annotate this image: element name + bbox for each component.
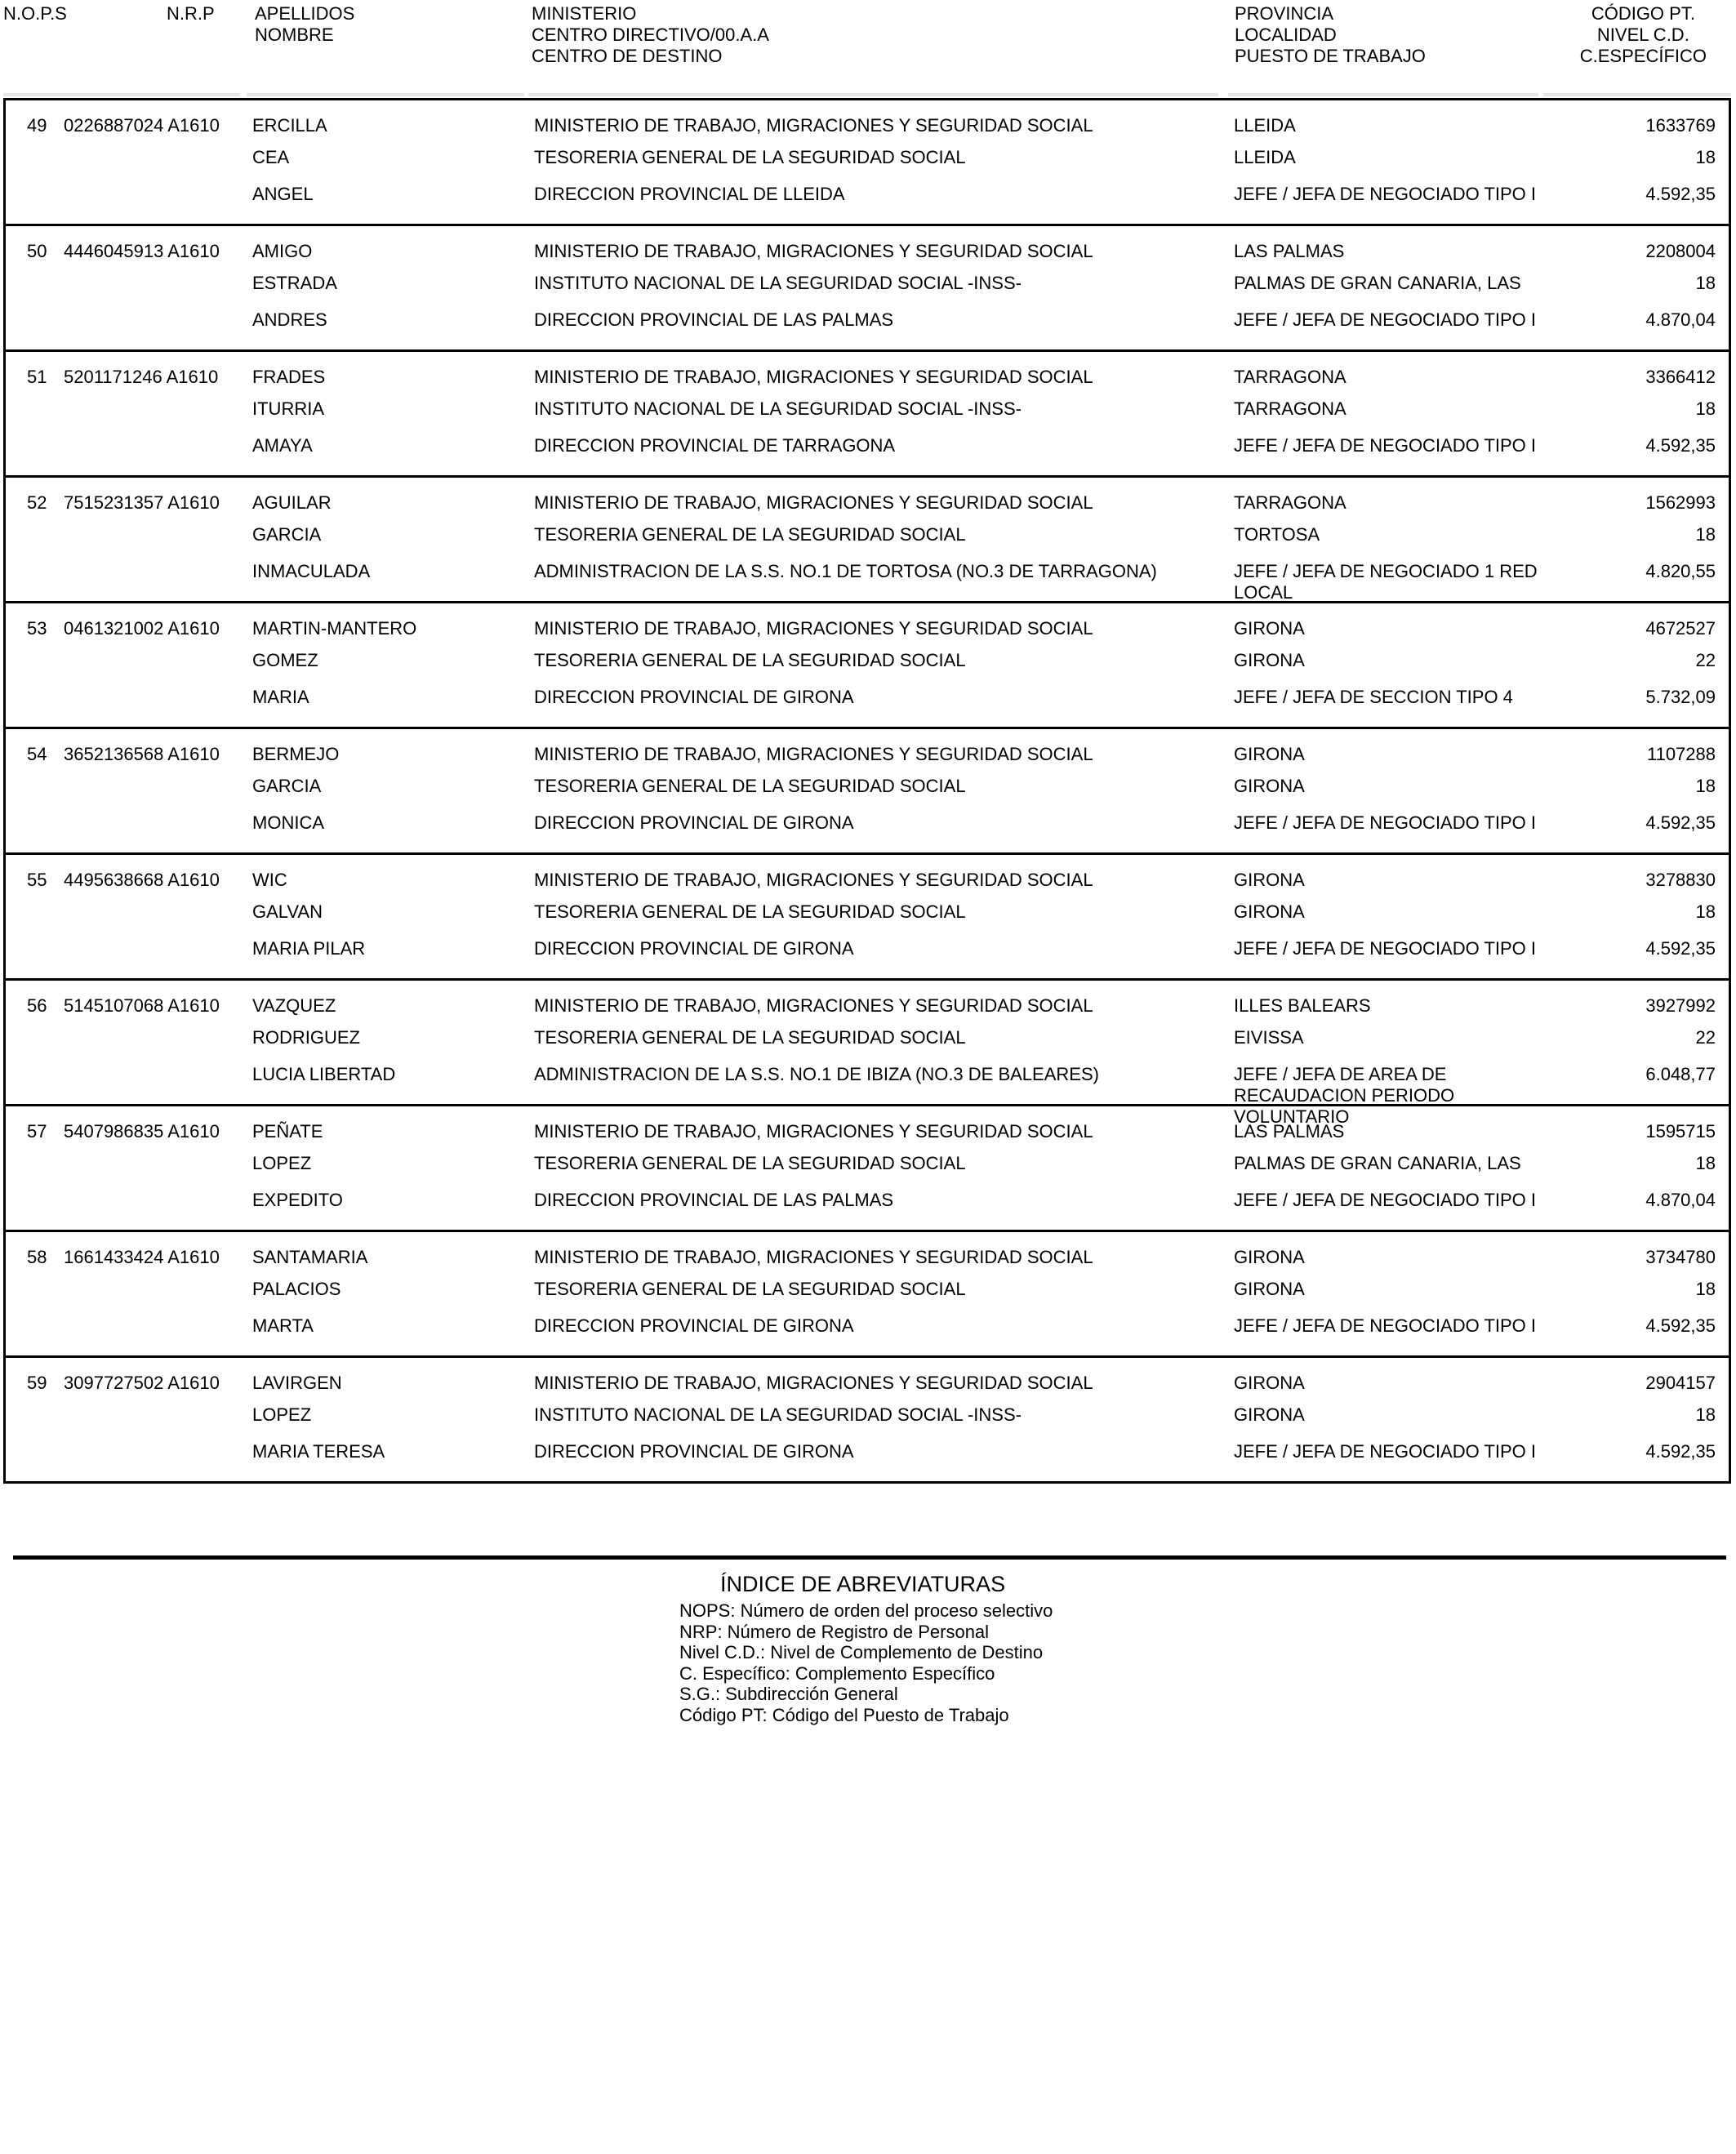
- record-number: 55: [27, 870, 47, 890]
- second-surname: LOPEZ: [252, 1153, 312, 1173]
- province: GIRONA: [1234, 618, 1305, 639]
- record-number: 56: [27, 995, 47, 1016]
- locality: TORTOSA: [1234, 524, 1320, 545]
- record-nrp: 4495638668 A1610: [64, 870, 220, 890]
- locality: GIRONA: [1234, 1279, 1305, 1299]
- record-number: 51: [27, 367, 47, 387]
- given-name: MONICA: [252, 812, 324, 833]
- second-surname: GALVAN: [252, 901, 323, 922]
- record-nrp: 4446045913 A1610: [64, 241, 220, 261]
- job-code: 3366412: [1645, 367, 1716, 387]
- job-code: 1107288: [1646, 744, 1716, 764]
- header-divider: [1543, 93, 1731, 96]
- locality: PALMAS DE GRAN CANARIA, LAS: [1234, 273, 1521, 293]
- header-nops: N.O.P.S: [3, 3, 67, 24]
- job-position: JEFE / JEFA DE NEGOCIADO TIPO I: [1234, 309, 1537, 330]
- first-surname: BERMEJO: [252, 744, 340, 764]
- header-apellidos: APELLIDOS NOMBRE: [255, 3, 355, 45]
- province: ILLES BALEARS: [1234, 995, 1371, 1016]
- locality: GIRONA: [1234, 650, 1305, 670]
- destination-center: DIRECCION PROVINCIAL DE GIRONA: [534, 1441, 854, 1462]
- job-code: 3278830: [1645, 870, 1716, 890]
- destination-center: ADMINISTRACION DE LA S.S. NO.1 DE TORTOSA (NO.3 DE TARRAGONA): [534, 561, 1157, 581]
- directive-center: TESORERIA GENERAL DE LA SEGURIDAD SOCIAL: [534, 147, 966, 167]
- second-surname: CEA: [252, 147, 290, 167]
- destination-level: 18: [1695, 776, 1716, 796]
- record-row: [3, 1355, 1731, 1484]
- job-code: 1595715: [1645, 1121, 1716, 1142]
- given-name: MARIA PILAR: [252, 938, 366, 959]
- record-row: [3, 1230, 1731, 1358]
- locality: PALMAS DE GRAN CANARIA, LAS: [1234, 1153, 1521, 1173]
- locality: LLEIDA: [1234, 147, 1296, 167]
- ministry: MINISTERIO DE TRABAJO, MIGRACIONES Y SEGURIDAD SOCIAL: [534, 870, 1093, 890]
- province: TARRAGONA: [1234, 367, 1347, 387]
- record-number: 57: [27, 1121, 47, 1142]
- ministry: MINISTERIO DE TRABAJO, MIGRACIONES Y SEGURIDAD SOCIAL: [534, 1121, 1093, 1142]
- record-number: 49: [27, 115, 47, 136]
- first-surname: FRADES: [252, 367, 326, 387]
- record-nrp: 0461321002 A1610: [64, 618, 220, 639]
- header-divider: [1228, 93, 1538, 96]
- record-number: 54: [27, 744, 47, 764]
- first-surname: LAVIRGEN: [252, 1373, 342, 1393]
- abbreviations-list: [679, 1600, 1053, 1726]
- specific-complement: 4.592,35: [1645, 435, 1716, 456]
- directive-center: INSTITUTO NACIONAL DE LA SEGURIDAD SOCIAL -INSS-: [534, 1404, 1022, 1425]
- header-nrp: N.R.P: [167, 3, 215, 24]
- record-row: [3, 98, 1731, 226]
- directive-center: TESORERIA GENERAL DE LA SEGURIDAD SOCIAL: [534, 901, 966, 922]
- province: LAS PALMAS: [1234, 241, 1345, 261]
- abbreviations-title: ÍNDICE DE ABREVIATURAS: [720, 1572, 1006, 1596]
- destination-level: 22: [1695, 650, 1716, 670]
- ministry: MINISTERIO DE TRABAJO, MIGRACIONES Y SEGURIDAD SOCIAL: [534, 1247, 1093, 1267]
- province: GIRONA: [1234, 744, 1305, 764]
- job-code: 1633769: [1645, 115, 1716, 136]
- specific-complement: 4.870,04: [1645, 309, 1716, 330]
- province: GIRONA: [1234, 1247, 1305, 1267]
- record-row: [3, 475, 1731, 603]
- abbreviation-item: Código PT: Código del Puesto de Trabajo: [679, 1704, 1009, 1725]
- destination-level: 18: [1695, 901, 1716, 922]
- specific-complement: 4.592,35: [1645, 1441, 1716, 1462]
- specific-complement: 4.820,55: [1645, 561, 1716, 581]
- destination-level: 18: [1695, 1279, 1716, 1299]
- record-nrp: 5201171246 A1610: [64, 367, 219, 387]
- first-surname: SANTAMARIA: [252, 1247, 368, 1267]
- first-surname: AGUILAR: [252, 492, 332, 513]
- destination-center: ADMINISTRACION DE LA S.S. NO.1 DE IBIZA (NO.3 DE BALEARES): [534, 1064, 1099, 1084]
- header-divider: [3, 93, 240, 96]
- abbreviation-item: Nivel C.D.: Nivel de Complemento de Destino: [679, 1642, 1044, 1663]
- destination-center: DIRECCION PROVINCIAL DE LLEIDA: [534, 184, 845, 204]
- abbreviation-item: NRP: Número de Registro de Personal: [679, 1621, 990, 1642]
- job-code: 4672527: [1645, 618, 1716, 639]
- record-row: [3, 349, 1731, 478]
- destination-center: DIRECCION PROVINCIAL DE LAS PALMAS: [534, 1190, 894, 1210]
- job-code: 3734780: [1645, 1247, 1716, 1267]
- province: GIRONA: [1234, 1373, 1305, 1393]
- record-nrp: 7515231357 A1610: [64, 492, 220, 513]
- first-surname: PEÑATE: [252, 1121, 323, 1142]
- given-name: ANGEL: [252, 184, 314, 204]
- abbreviation-item: S.G.: Subdirección General: [679, 1684, 898, 1705]
- section-divider: [13, 1555, 1726, 1560]
- destination-level: 18: [1695, 398, 1716, 419]
- specific-complement: 6.048,77: [1645, 1064, 1716, 1084]
- given-name: ANDRES: [252, 309, 327, 330]
- destination-center: DIRECCION PROVINCIAL DE TARRAGONA: [534, 435, 896, 456]
- first-surname: VAZQUEZ: [252, 995, 336, 1016]
- specific-complement: 5.732,09: [1645, 687, 1716, 707]
- record-number: 53: [27, 618, 47, 639]
- province: GIRONA: [1234, 870, 1305, 890]
- job-position: JEFE / JEFA DE NEGOCIADO TIPO I: [1234, 938, 1537, 959]
- province: LLEIDA: [1234, 115, 1296, 136]
- second-surname: GARCIA: [252, 524, 322, 545]
- second-surname: GARCIA: [252, 776, 322, 796]
- ministry: MINISTERIO DE TRABAJO, MIGRACIONES Y SEGURIDAD SOCIAL: [534, 995, 1093, 1016]
- destination-center: DIRECCION PROVINCIAL DE GIRONA: [534, 938, 854, 959]
- ministry: MINISTERIO DE TRABAJO, MIGRACIONES Y SEGURIDAD SOCIAL: [534, 241, 1093, 261]
- job-position: JEFE / JEFA DE NEGOCIADO TIPO I: [1234, 812, 1537, 833]
- given-name: AMAYA: [252, 435, 313, 456]
- ministry: MINISTERIO DE TRABAJO, MIGRACIONES Y SEGURIDAD SOCIAL: [534, 618, 1093, 639]
- destination-center: DIRECCION PROVINCIAL DE LAS PALMAS: [534, 309, 894, 330]
- job-code: 2904157: [1645, 1373, 1716, 1393]
- record-number: 50: [27, 241, 47, 261]
- records-table: [3, 98, 1731, 1484]
- second-surname: ITURRIA: [252, 398, 324, 419]
- given-name: MARIA TERESA: [252, 1441, 385, 1462]
- record-nrp: 3652136568 A1610: [64, 744, 220, 764]
- job-position: JEFE / JEFA DE AREA DE RECAUDACION PERIODO VOLUNTARIO: [1234, 1064, 1455, 1127]
- record-number: 58: [27, 1247, 47, 1267]
- locality: GIRONA: [1234, 1404, 1305, 1425]
- job-position: JEFE / JEFA DE NEGOCIADO TIPO I: [1234, 435, 1537, 456]
- given-name: MARIA: [252, 687, 309, 707]
- destination-level: 18: [1695, 273, 1716, 293]
- header-divider: [528, 93, 1218, 96]
- destination-center: DIRECCION PROVINCIAL DE GIRONA: [534, 687, 854, 707]
- job-position: JEFE / JEFA DE NEGOCIADO TIPO I: [1234, 1315, 1537, 1336]
- header-divider: [247, 93, 524, 96]
- first-surname: AMIGO: [252, 241, 313, 261]
- given-name: LUCIA LIBERTAD: [252, 1064, 396, 1084]
- directive-center: TESORERIA GENERAL DE LA SEGURIDAD SOCIAL: [534, 1027, 966, 1048]
- destination-level: 22: [1695, 1027, 1716, 1048]
- abbreviation-item: NOPS: Número de orden del proceso selectivo: [679, 1600, 1053, 1621]
- job-position: JEFE / JEFA DE SECCION TIPO 4: [1234, 687, 1513, 707]
- destination-level: 18: [1695, 1153, 1716, 1173]
- record-number: 52: [27, 492, 47, 513]
- record-nrp: 5145107068 A1610: [64, 995, 220, 1016]
- record-nrp: 3097727502 A1610: [64, 1373, 220, 1393]
- given-name: INMACULADA: [252, 561, 371, 581]
- specific-complement: 4.870,04: [1645, 1190, 1716, 1210]
- given-name: EXPEDITO: [252, 1190, 343, 1210]
- first-surname: WIC: [252, 870, 287, 890]
- locality: GIRONA: [1234, 776, 1305, 796]
- province: TARRAGONA: [1234, 492, 1347, 513]
- directive-center: TESORERIA GENERAL DE LA SEGURIDAD SOCIAL: [534, 650, 966, 670]
- second-surname: PALACIOS: [252, 1279, 341, 1299]
- second-surname: RODRIGUEZ: [252, 1027, 360, 1048]
- second-surname: GOMEZ: [252, 650, 318, 670]
- destination-level: 18: [1695, 1404, 1716, 1425]
- header-codigo: CÓDIGO PT. NIVEL C.D. C.ESPECÍFICO: [1579, 3, 1707, 66]
- ministry: MINISTERIO DE TRABAJO, MIGRACIONES Y SEGURIDAD SOCIAL: [534, 367, 1093, 387]
- specific-complement: 4.592,35: [1645, 1315, 1716, 1336]
- second-surname: ESTRADA: [252, 273, 337, 293]
- ministry: MINISTERIO DE TRABAJO, MIGRACIONES Y SEGURIDAD SOCIAL: [534, 492, 1093, 513]
- record-row: [3, 224, 1731, 352]
- destination-level: 18: [1695, 147, 1716, 167]
- ministry: MINISTERIO DE TRABAJO, MIGRACIONES Y SEGURIDAD SOCIAL: [534, 1373, 1093, 1393]
- second-surname: LOPEZ: [252, 1404, 312, 1425]
- destination-center: DIRECCION PROVINCIAL DE GIRONA: [534, 812, 854, 833]
- destination-level: 18: [1695, 524, 1716, 545]
- record-row: [3, 852, 1731, 981]
- record-row: [3, 1104, 1731, 1232]
- job-code: 3927992: [1645, 995, 1716, 1016]
- directive-center: TESORERIA GENERAL DE LA SEGURIDAD SOCIAL: [534, 776, 966, 796]
- province: LAS PALMAS: [1234, 1121, 1345, 1142]
- directive-center: INSTITUTO NACIONAL DE LA SEGURIDAD SOCIAL -INSS-: [534, 273, 1022, 293]
- record-nrp: 0226887024 A1610: [64, 115, 220, 136]
- specific-complement: 4.592,35: [1645, 184, 1716, 204]
- record-row: [3, 727, 1731, 855]
- locality: TARRAGONA: [1234, 398, 1347, 419]
- record-nrp: 1661433424 A1610: [64, 1247, 220, 1267]
- ministry: MINISTERIO DE TRABAJO, MIGRACIONES Y SEGURIDAD SOCIAL: [534, 115, 1093, 136]
- directive-center: TESORERIA GENERAL DE LA SEGURIDAD SOCIAL: [534, 524, 966, 545]
- first-surname: ERCILLA: [252, 115, 327, 136]
- job-code: 2208004: [1645, 241, 1716, 261]
- directive-center: TESORERIA GENERAL DE LA SEGURIDAD SOCIAL: [534, 1153, 966, 1173]
- locality: EIVISSA: [1234, 1027, 1304, 1048]
- job-position: JEFE / JEFA DE NEGOCIADO TIPO I: [1234, 184, 1537, 204]
- header-provincia: PROVINCIA LOCALIDAD PUESTO DE TRABAJO: [1235, 3, 1426, 66]
- given-name: MARTA: [252, 1315, 314, 1336]
- destination-center: DIRECCION PROVINCIAL DE GIRONA: [534, 1315, 854, 1336]
- record-row: [3, 978, 1731, 1127]
- directive-center: INSTITUTO NACIONAL DE LA SEGURIDAD SOCIAL -INSS-: [534, 398, 1022, 419]
- job-position: JEFE / JEFA DE NEGOCIADO 1 RED LOCAL: [1234, 561, 1538, 603]
- specific-complement: 4.592,35: [1645, 812, 1716, 833]
- job-code: 1562993: [1645, 492, 1716, 513]
- ministry: MINISTERIO DE TRABAJO, MIGRACIONES Y SEGURIDAD SOCIAL: [534, 744, 1093, 764]
- record-nrp: 5407986835 A1610: [64, 1121, 220, 1142]
- record-row: [3, 601, 1731, 729]
- directive-center: TESORERIA GENERAL DE LA SEGURIDAD SOCIAL: [534, 1279, 966, 1299]
- abbreviation-item: C. Específico: Complemento Específico: [679, 1662, 995, 1684]
- specific-complement: 4.592,35: [1645, 938, 1716, 959]
- record-number: 59: [27, 1373, 47, 1393]
- header-ministerio: MINISTERIO CENTRO DIRECTIVO/00.A.A CENTRO DE DESTINO: [532, 3, 769, 66]
- first-surname: MARTIN-MANTERO: [252, 618, 417, 639]
- job-position: JEFE / JEFA DE NEGOCIADO TIPO I: [1234, 1190, 1537, 1210]
- locality: GIRONA: [1234, 901, 1305, 922]
- job-position: JEFE / JEFA DE NEGOCIADO TIPO I: [1234, 1441, 1537, 1462]
